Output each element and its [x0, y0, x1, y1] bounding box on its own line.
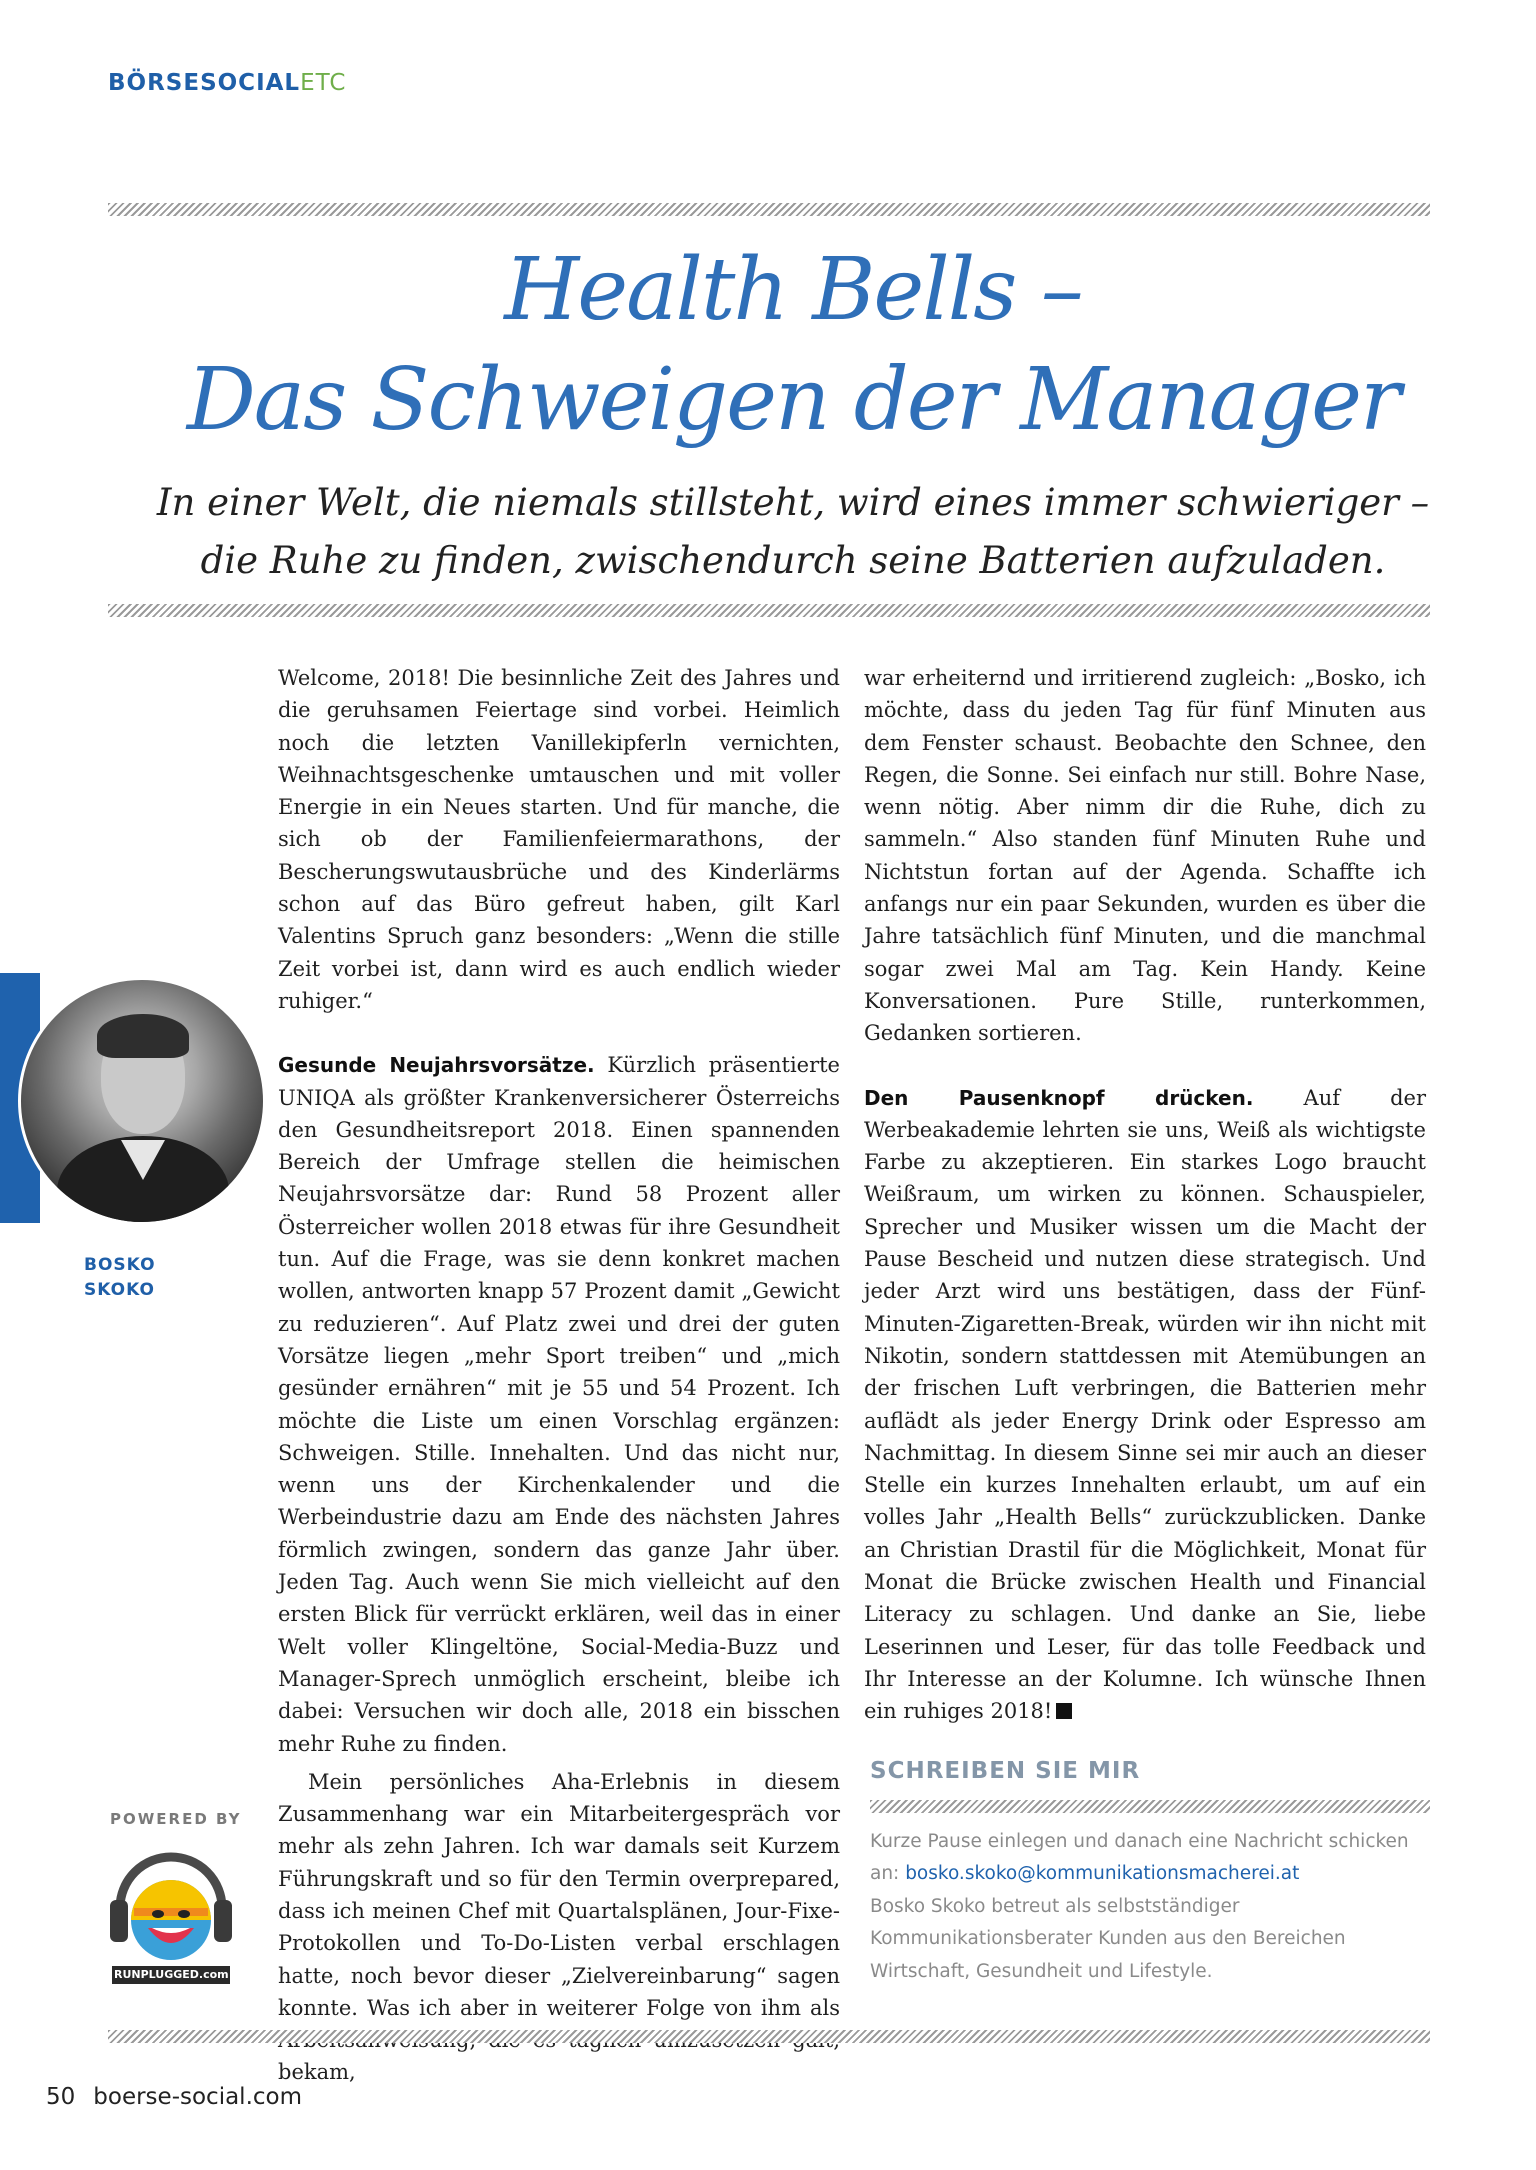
runplugged-logo: [106, 1838, 236, 1988]
contact-box-bio: Bosko Skoko betreut als selbstständiger Kommunikationsberater Kunden aus den Bereichen Wirtschaft, Gesundheit und Lifestyle.: [870, 1895, 1346, 1982]
headline-line-1: Health Bells –: [504, 240, 1082, 340]
author-first-name: BOSKO: [84, 1255, 156, 1275]
top-divider: [108, 203, 1430, 216]
col1-paragraph-2: [278, 1049, 840, 1760]
section-tag-bold: BÖRSESOCIAL: [108, 70, 301, 96]
headphones-smiley-icon: [106, 1838, 236, 1988]
contact-email-link[interactable]: bosko.skoko@kommunikationsmacherei.at: [905, 1863, 1300, 1885]
headline-line-2: Das Schweigen der Manager: [186, 350, 1400, 450]
section-tag: [108, 70, 346, 96]
page-number: 50: [46, 2084, 76, 2110]
article-column-2: [864, 662, 1426, 1728]
author-photo: [18, 977, 266, 1225]
bottom-divider: [108, 2030, 1430, 2043]
col2-paragraph-2: [864, 1082, 1426, 1728]
contact-box-intro: Kurze Pause einlegen und danach eine Nachricht schicken an:: [870, 1831, 1409, 1885]
col1-lead-heading: Gesunde Neujahrsvorsätze.: [278, 1053, 595, 1078]
col2-paragraph-2-text: Auf der Werbeakademie lehrten sie uns, Weiß als wichtigste Farbe zu akzeptieren. Ein starkes Logo braucht Weißraum, um wirken zu können. Schauspieler, Sprecher und Musiker wissen um die Macht der Pause Bescheid und nutzen diese strategisch. Und jeder Arzt wird uns bestätigen, dass der Fünf-Minuten-Zigaretten-Break, würden wir ihn nicht mit Nikotin, sondern stattdessen mit Atemübungen an der frischen Luft verbringen, die Batterien mehr auflädt als jeder Energy Drink oder Espresso am Nachmittag. In diesem Sinne sei mir auch an dieser Stelle ein kurzes Innehalten erlaubt, um auf ein volles Jahr „Health Bells“ zurückzublicken. Danke an Christian Drastil für die Möglichkeit, Monat für Monat die Brücke zwischen Health und Financial Literacy zu schlagen. Und danke an Sie, liebe Leserinnen und Leser, für das tolle Feedback und Ihr Interesse an der Kolumne. Ich wünsche Ihnen ein ruhiges 2018!: [864, 1085, 1426, 1724]
col1-paragraph-2-text: Kürzlich präsentierte UNIQA als größter Krankenversicherer Österreichs den Gesundheitsreport 2018. Einen spannenden Bereich der Umfrage stellen die heimischen Neujahrsvorsätze dar: Rund 58 Prozent aller Österreicher wollen 2018 etwas für ihre Gesundheit tun. Auf die Frage, was sie denn konkret machen wollen, antworten knapp 57 Prozent damit „Gewicht zu reduzieren“. Auf Platz zwei und drei der guten Vorsätze liegen „mehr Sport treiben“ und „mich gesünder ernähren“ mit je 55 und 54 Prozent. Ich möchte die Liste um einen Vorschlag ergänzen: Schweigen. Stille. Innehalten. Und das nicht nur, wenn uns der Kirchenkalender und die Werbeindustrie dazu am Ende des nächsten Jahres förmlich zwingen, sondern das ganze Jahr über. Jeden Tag. Auch wenn Sie mich vielleicht auf den ersten Blick für verrückt erklären, weil das in einer Welt voller Klingeltöne, Social-Media-Buzz und Manager-Sprech unmöglich erscheint, bleibe ich dabei: Versuchen wir doch alle, 2018 ein bisschen mehr Ruhe zu finden.: [278, 1053, 840, 1756]
contact-box-text: [870, 1826, 1430, 1988]
col2-paragraph-1: war erheiternd und irritierend zugleich: „Bosko, ich möchte, dass du jeden Tag für fünf Minuten aus dem Fenster schaust. Beobachte den Schnee, den Regen, die Sonne. Sei einfach nur still. Bohre Nase, wenn nötig. Aber nimm dir die Ruhe, dich zu sammeln.“ Also standen fünf Minuten Ruhe und Nichtstun fortan auf der Agenda. Schaffte ich anfangs nur ein paar Sekunden, wurden es über die Jahre tatsächlich fünf Minuten, und die manchmal sogar zwei Mal am Tag. Kein Handy. Keine Konversationen. Pure Stille, runterkommen, Gedanken sortieren.: [864, 666, 1426, 1046]
subtitle-divider: [108, 604, 1430, 617]
col1-paragraph-1: Welcome, 2018! Die besinnliche Zeit des Jahres und die geruhsamen Feiertage sind vorbei. Heimlich noch die letzten Vanillekipferln vernichten, Weihnachtsgeschenke umtauschen und mit voller Energie in ein Neues starten. Und für manche, die sich ob der Familienfeiermarathons, der Bescherungswutausbrüche und des Kinderlärms schon auf das Büro gefreut haben, gilt Karl Valentins Spruch ganz besonders: „Wenn die stille Zeit vorbei ist, dann wird es auch endlich wieder ruhiger.“: [278, 666, 840, 1013]
section-tag-etc: ETC: [300, 70, 347, 96]
col2-lead-heading: Den Pausenknopf drücken.: [864, 1085, 1254, 1110]
author-name: [84, 1253, 156, 1303]
col1-paragraph-3: Mein persönliches Aha-Erlebnis in diesem Zusammenhang war ein Mitarbeitergespräch vor mehr als zehn Jahren. Ich war damals seit Kurzem Führungskraft und so für den Termin overprepared, dass ich meinen Chef mit Quartalsplänen, Jour-Fixe-Protokollen und To-Do-Listen verbal erschlagen hatte, noch bevor dieser „Zielvereinbarung“ sagen konnte. Was ich aber in weiterer Folge von ihm als bekam,: [278, 1769, 840, 2085]
subtitle-line-2: die Ruhe zu finden, zwischendurch seine Batterien aufzuladen.: [200, 539, 1386, 582]
powered-by-label: POWERED BY: [110, 1810, 242, 1828]
website-link[interactable]: boerse-social.com: [93, 2084, 302, 2110]
author-last-name: SKOKO: [84, 1280, 155, 1300]
end-mark-icon: [1056, 1703, 1072, 1719]
page-footer: [46, 2084, 302, 2110]
subtitle-line-1: In einer Welt, die niemals stillsteht, wird eines immer schwieriger –: [156, 481, 1430, 524]
contact-box-title: SCHREIBEN SIE MIR: [870, 1758, 1141, 1784]
contact-box-divider: [870, 1800, 1430, 1813]
logo-wordmark: RUNPLUGGED.com: [114, 1968, 229, 1981]
article-column-1: [278, 662, 840, 2089]
